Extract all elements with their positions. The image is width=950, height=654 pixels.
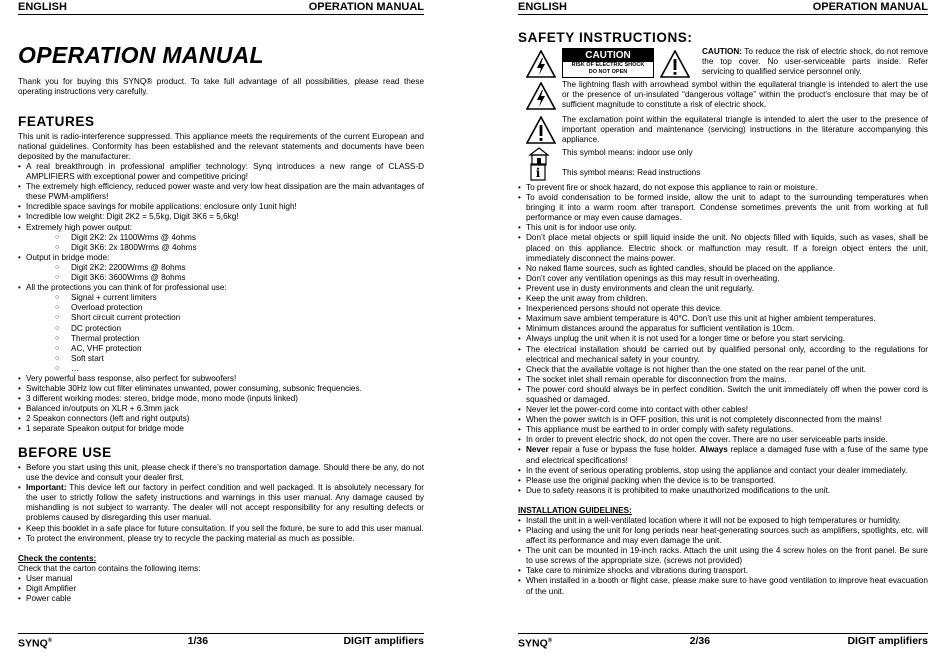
list-item: • Output in bridge mode: (18, 253, 424, 263)
safety-list-section (518, 183, 928, 597)
protections-list (18, 283, 424, 293)
bridge-list (18, 253, 424, 263)
exclamation-triangle-icon (526, 116, 556, 144)
header-language: ENGLISH (18, 1, 67, 13)
caution-text: CAUTION: To reduce the risk of electric shock, do not remove the top cover. No user-serviceable parts inside. Refer servicing to qualified service personnel only. (702, 47, 928, 76)
header-doc-title: OPERATION MANUAL (812, 1, 928, 13)
list-item: • A real breakthrough in professional amplifier technology: Synq introduces a new range of CLASS-D AMPLIFIERS with exceptional power and competitive pricing! (18, 162, 424, 182)
list-item: • All the protections you can think of for professional use: (18, 283, 424, 293)
caution-label-box (562, 48, 654, 78)
list-item: • Balanced in/outputs on XLR + 6.3mm jack (18, 404, 424, 414)
before-use-list (18, 463, 424, 544)
list-item: ○ AC, VHF protection (55, 344, 424, 354)
list-item: • This appliance must be earthed to in order comply with safety regulations. (518, 425, 928, 435)
list-item: • To prevent fire or shock hazard, do not expose this appliance to rain or moisture. (518, 183, 928, 193)
footer-page-number: 2/36 (689, 635, 711, 647)
page-footer (18, 633, 424, 650)
safety-heading: SAFETY INSTRUCTIONS: (518, 30, 693, 45)
protections-sublist (55, 293, 424, 374)
list-item: • User manual (18, 574, 424, 584)
page-header (18, 0, 424, 15)
features-section (18, 114, 424, 435)
list-item: • The extremely high efficiency, reduced power waste and very low heat dissipation are the main advantages of these PWM-amplifiers! (18, 182, 424, 202)
more-features-list (18, 374, 424, 435)
list-item: • Incredible low weight: Digit 2K2 = 5,5kg, Digit 3K6 = 5,6kg! (18, 212, 424, 222)
check-contents-heading: Check the contents: (18, 553, 97, 563)
list-item: • When the power switch is in OFF position, this unit is not completely disconnected from the mains! (518, 415, 928, 425)
left-page (18, 0, 424, 654)
list-item: • Keep the unit away from children. (518, 294, 928, 304)
footer-product: DIGIT amplifiers (343, 635, 424, 647)
safety-list (518, 183, 928, 496)
page-title: OPERATION MANUAL (18, 42, 264, 68)
list-item: ○ Soft start (55, 354, 424, 364)
list-item: • Prevent use in dusty environments and clean the unit regularly. (518, 284, 928, 294)
lightning-warning-icon (526, 50, 556, 78)
list-item: • Please use the original packing when the device is to be transported. (518, 476, 928, 486)
list-item: • The unit can be mounted in 19-inch racks. Attach the unit using the 4 screw holes on the front panel. Be sure to use screws of the appropriate size. (screws not provided) (518, 546, 928, 566)
list-item: ○ Short circuit current protection (55, 313, 424, 323)
list-item: ○ … (55, 364, 424, 374)
list-item: • The electrical installation should be carried out by qualified personal only, according to the regulations for electrical and mechanical safety in your country. (518, 345, 928, 365)
list-item: • Take care to minimize shocks and vibrations during transport. (518, 566, 928, 576)
list-item: • When installed in a booth or flight case, please make sure to have good ventilation to improve heat evacuation of the unit. (518, 576, 928, 596)
exclamation-text: The exclamation point within the equilateral triangle is intended to alert the user to the presence of important operation and maintenance (servicing) instructions in the literature accompanying this appliance. (562, 115, 928, 144)
footer-product: DIGIT amplifiers (847, 635, 928, 647)
list-item: • Check that the available voltage is not higher than the one stated on the rear panel of the unit. (518, 365, 928, 375)
footer-page-number: 1/36 (187, 635, 209, 647)
features-heading: FEATURES (18, 114, 95, 129)
important-label: Important: (26, 483, 67, 493)
list-item: ○ Overload protection (55, 303, 424, 313)
lightning-triangle-icon (526, 82, 556, 110)
list-item: • In order to prevent electric shock, do not open the cover. There are no user serviceable parts inside. (518, 435, 928, 445)
list-item: ○ Digit 3K6: 2x 1800Wrms @ 4ohms (55, 243, 424, 253)
list-item: • Power cable (18, 594, 424, 604)
read-instructions-icon (529, 163, 549, 181)
list-item: • The socket inlet shall remain operable for disconnection from the mains. (518, 375, 928, 385)
list-item: • 2 Speakon connectors (left and right outputs) (18, 414, 424, 424)
list-item: • Due to safety reasons it is prohibited to make unauthorized modifications to the unit. (518, 486, 928, 496)
list-item: ○ Thermal protection (55, 334, 424, 344)
before-use-section (18, 445, 424, 604)
list-item: • Placing and using the unit for long periods near heat-generating sources such as amplifiers, spotlights, etc. will affect its performance and may even damage the unit. (518, 526, 928, 546)
list-item: • 3 different working modes: stereo, bridge mode, mono mode (inputs linked) (18, 394, 424, 404)
list-item: ○ Digit 2K2: 2x 1100Wrms @ 4ohms (55, 233, 424, 243)
list-item: • This unit is for indoor use only. (518, 223, 928, 233)
list-item: • Inexperienced persons should not operate this device. (518, 304, 928, 314)
before-use-heading: BEFORE USE (18, 445, 112, 460)
list-item: • Don’t place metal objects or spill liquid inside the unit. No objects filled with liquids, such as vases, shall be placed on this appliance. Electric shock or malfunction may result. If a foreign object enters the unit, immediately disconnect the mains power. (518, 233, 928, 263)
installation-list (518, 516, 928, 597)
list-item: • Switchable 30Hz low cut filter eliminates unwanted, power consuming, subsonic frequencies. (18, 384, 424, 394)
features-list (18, 162, 424, 233)
installation-heading: INSTALLATION GUIDELINES: (518, 505, 632, 515)
list-item (18, 483, 424, 523)
exclamation-warning-icon (660, 50, 690, 78)
list-item: • 1 separate Speakon output for bridge mode (18, 424, 424, 434)
svg-text:i: i (535, 166, 541, 180)
read-text: This symbol means: Read instructions (562, 168, 701, 177)
list-item: • Never repair a fuse or bypass the fuse holder. Always replace a damaged fuse with a fuse of the same type and electrical specifications! (518, 445, 928, 465)
list-item: • Digit Amplifier (18, 584, 424, 594)
list-item: • Don’t cover any ventilation openings as this may result in overheating. (518, 274, 928, 284)
list-item: ○ Digit 2K2: 2200Wrms @ 8ohms (55, 263, 424, 273)
list-item: • Never let the power-cord come into contact with other cables! (518, 405, 928, 415)
list-item: ○ Digit 3K6: 3600Wrms @ 8ohms (55, 273, 424, 283)
page-header (518, 0, 928, 15)
caution-label: CAUTION (563, 49, 653, 62)
check-contents-intro: Check that the carton contains the following items: (18, 563, 201, 573)
list-item: • The power cord should always be in perfect condition. Switch the unit immediately off when the power cord is squashed or damaged. (518, 385, 928, 405)
list-item: • To protect the environment, please try to recycle the packing material as much as possible. (18, 534, 424, 544)
list-item: • In the event of serious operating problems, stop using the appliance and contact your dealer immediately. (518, 466, 928, 476)
right-page (518, 0, 928, 654)
features-intro: This unit is radio-interference suppressed. This appliance meets the requirements of the current European and national guidelines. Conformity has been established and the relevant statements and documents have been deposited by the manufacturer. (18, 132, 424, 161)
list-item: • Install the unit in a well-ventilated location where it will not be exposed to high temperatures or humidity. (518, 516, 928, 526)
intro-text: Thank you for buying this SYNQ® product. To take full advantage of all possibilities, please read these operating instructions very carefully. (18, 77, 424, 96)
caution-sub1: RISK OF ELECTRIC SHOCK (571, 62, 645, 68)
header-language: ENGLISH (518, 1, 567, 13)
list-item: • Extremely high power output: (18, 223, 424, 233)
list-item: • Before you start using this unit, please check if there’s no transportation damage. Should there be any, do not use the device and consult your dealer first. (18, 463, 424, 483)
list-item: • Minimum distances around the apparatus for sufficient ventilation is 10cm. (518, 324, 928, 334)
power-output-list (55, 233, 424, 253)
intro-section (18, 77, 424, 97)
bridge-output-list (55, 263, 424, 283)
list-item: • Maximum save ambient temperature is 40°C. Don’t use this unit at higher ambient temperatures. (518, 314, 928, 324)
caution-sub2: DO NOT OPEN (588, 69, 628, 75)
lightning-text: The lightning flash with arrowhead symbol within the equilateral triangle is intended to alert the use or the presence of un-insulated “dangerous voltage” within the product’s enclosure that may be of sufficient magnitude to constitute a risk of electric shock. (562, 80, 928, 109)
important-text: This device left our factory in perfect condition and well packaged. It is absolutely necessary for the user to strictly follow the safety instructions and warnings in this user manual. Any damage caused by mishandling is not subject to warranty. The dealer will not accept responsibility for any resulting defects or problems caused by disregarding this user manual. (26, 483, 424, 523)
page-footer (518, 633, 928, 650)
footer-brand: SYNQ® (18, 637, 53, 650)
check-contents-list (18, 574, 424, 604)
indoor-text: This symbol means: indoor use only (562, 148, 693, 157)
list-item: ○ Signal + current limiters (55, 293, 424, 303)
footer-brand: SYNQ® (518, 637, 553, 650)
list-item: • To avoid condensation to be formed inside, allow the unit to adapt to the surrounding temperatures when bringing it into a warm room after transport. Condense sometimes prevents the unit from working at full performance or may even cause damages. (518, 193, 928, 223)
list-item: • Incredible space savings for mobile applications: enclosure only 1unit high! (18, 202, 424, 212)
header-doc-title: OPERATION MANUAL (308, 1, 424, 13)
list-item: • Keep this booklet in a safe place for future consultation. If you sell the fixture, be sure to add this user manual. (18, 524, 424, 534)
list-item: • Very powerful bass response, also perfect for subwoofers! (18, 374, 424, 384)
list-item: • Always unplug the unit when it is not used for a longer time or before you start servicing. (518, 334, 928, 344)
list-item: ○ DC protection (55, 324, 424, 334)
list-item: • No naked flame sources, such as lighted candles, should be placed on the appliance. (518, 264, 928, 274)
